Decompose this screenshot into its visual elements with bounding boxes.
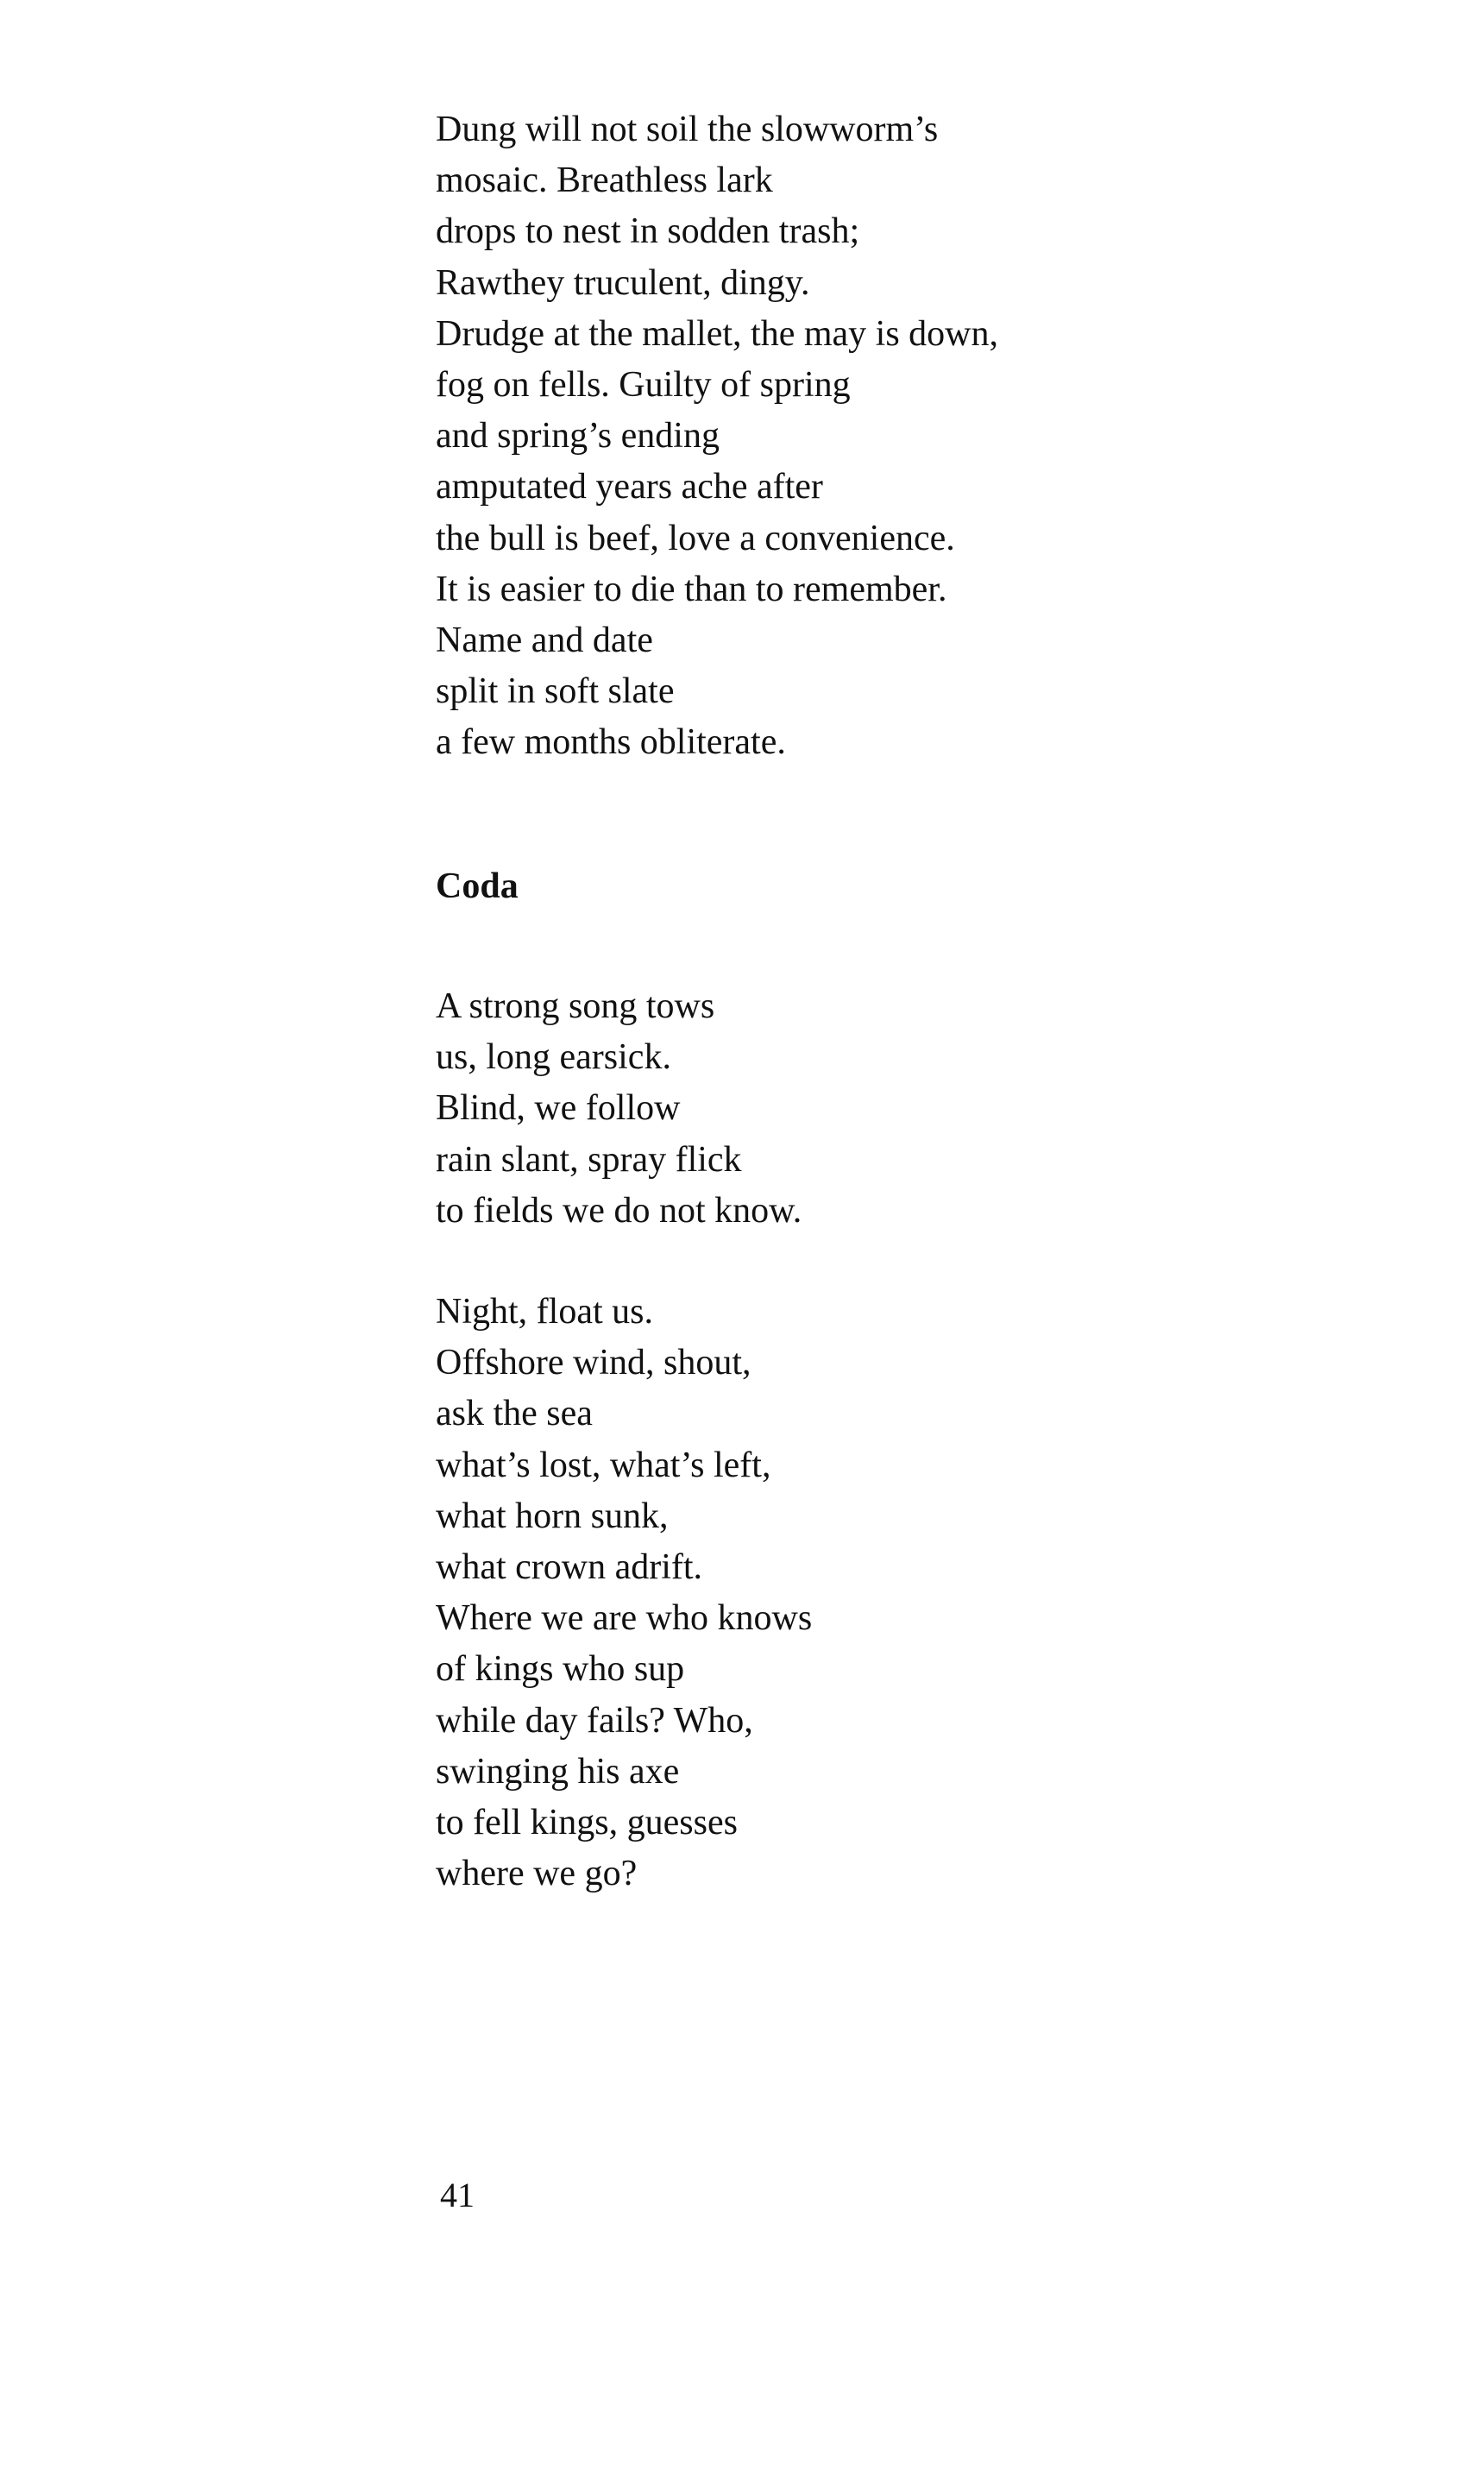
poem-line: Where we are who knows — [436, 1598, 813, 1639]
poem-line: what’s lost, what’s left, — [436, 1445, 771, 1485]
poem-line: of kings who sup — [436, 1649, 685, 1690]
poem-line: drops to nest in sodden trash; — [436, 211, 860, 252]
poem-line: swinging his axe — [436, 1751, 680, 1792]
poem-line: and spring’s ending — [436, 416, 720, 457]
poem-line: rain slant, spray flick — [436, 1139, 742, 1180]
poem-line: ask the sea — [436, 1394, 593, 1434]
coda-stanza-1 — [436, 981, 802, 1237]
poem-line: to fell kings, guesses — [436, 1803, 738, 1843]
poem-line: amputated years ache after — [436, 467, 823, 507]
poem-line: where we go? — [436, 1854, 638, 1894]
poem-line: Offshore wind, shout, — [436, 1343, 751, 1383]
poem-line: It is easier to die than to remember. — [436, 569, 947, 609]
page-number: 41 — [440, 2176, 475, 2214]
poem-line: Night, float us. — [436, 1292, 653, 1332]
poem-line: what crown adrift. — [436, 1547, 703, 1588]
poem-line: A strong song tows — [436, 986, 715, 1026]
poem-line: to fields we do not know. — [436, 1190, 802, 1231]
poem-line: Dung will not soil the slowworm’s — [436, 110, 939, 149]
poem-line: Rawthey truculent, dingy. — [436, 262, 810, 303]
poem-line: Name and date — [436, 620, 653, 661]
poem-line: Blind, we follow — [436, 1088, 681, 1129]
coda-stanza-2 — [436, 1287, 812, 1899]
poem-line: fog on fells. Guilty of spring — [436, 365, 851, 406]
poem-line: mosaic. Breathless lark — [436, 161, 773, 201]
poem-line: what horn sunk, — [436, 1496, 669, 1536]
poem-continuation-stanza — [436, 104, 998, 769]
poem-line: a few months obliterate. — [436, 722, 786, 763]
poem-line: while day fails? Who, — [436, 1700, 753, 1741]
poem-title: Coda — [436, 866, 519, 906]
poem-line: us, long earsick. — [436, 1037, 671, 1078]
poem-line: split in soft slate — [436, 671, 675, 712]
poem-line: the bull is beef, love a convenience. — [436, 518, 955, 558]
poem-line: Drudge at the mallet, the may is down, — [436, 313, 999, 354]
